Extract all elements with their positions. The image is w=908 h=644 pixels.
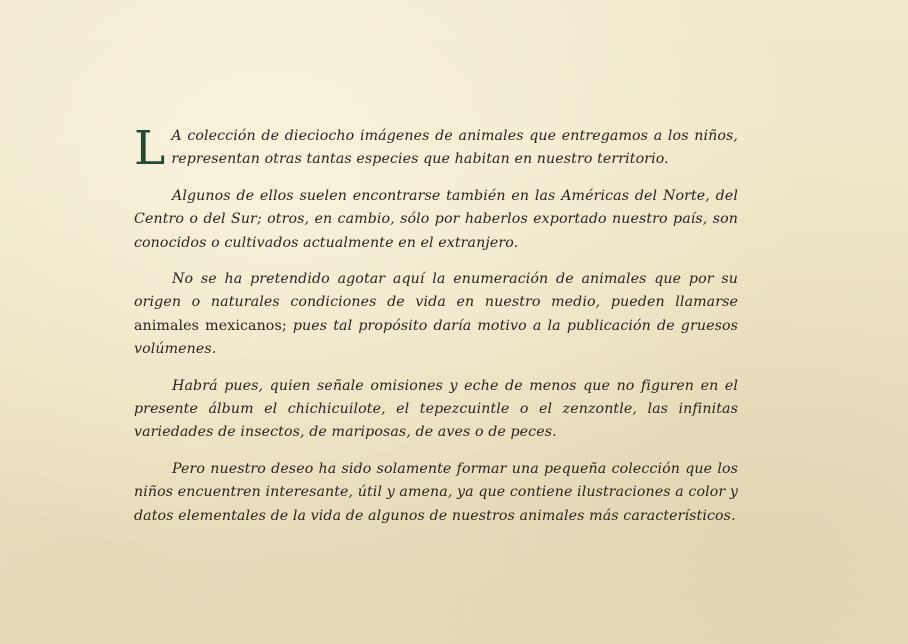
drop-cap: L <box>134 121 166 176</box>
paragraph-2 <box>134 185 738 255</box>
paragraph-2-text: Algunos de ellos suelen encontrarse también en las Américas del Norte, del Centro o del Sur; otros, en cambio, sólo por haberlos exportado nuestro país, son conocidos o cultivados actualmente en el extranjero. <box>134 187 738 251</box>
text-block <box>134 121 738 541</box>
paragraph-1 <box>134 121 738 176</box>
paragraph-3-text-before: No se ha pretendido agotar aquí la enumeración de animales que por su origen o naturales condiciones de vida en nuestro medio, pueden llamarse <box>134 271 738 311</box>
paragraph-5-text: Pero nuestro deseo ha sido solamente formar una pequeña colección que los niños encuentren interesante, útil y amena, ya que contiene ilustraciones a color y datos elementales de la vida de algunos de nuestros animales más característicos. <box>134 460 738 524</box>
paragraph-4 <box>134 375 738 445</box>
paragraph-4-text: Habrá pues, quien señale omisiones y eche de menos que no figuren en el presente álbum el chichicuilote, el tepezcuintle o el zenzontle, las infinitas variedades de insectos, de mariposas, de aves o de peces. <box>134 377 738 441</box>
paragraph-1-text: A colección de dieciocho imágenes de animales que entregamos a los niños, representan otras tantas especies que habitan en nuestro territorio. <box>171 128 738 168</box>
paragraph-3-text-after: pues tal propósito daría motivo a la publicación de gruesos volúmenes. <box>134 317 738 358</box>
paragraph-5 <box>134 458 738 528</box>
paragraph-3 <box>134 268 738 362</box>
paragraph-3-upright-text: animales mexicanos; <box>134 317 287 334</box>
